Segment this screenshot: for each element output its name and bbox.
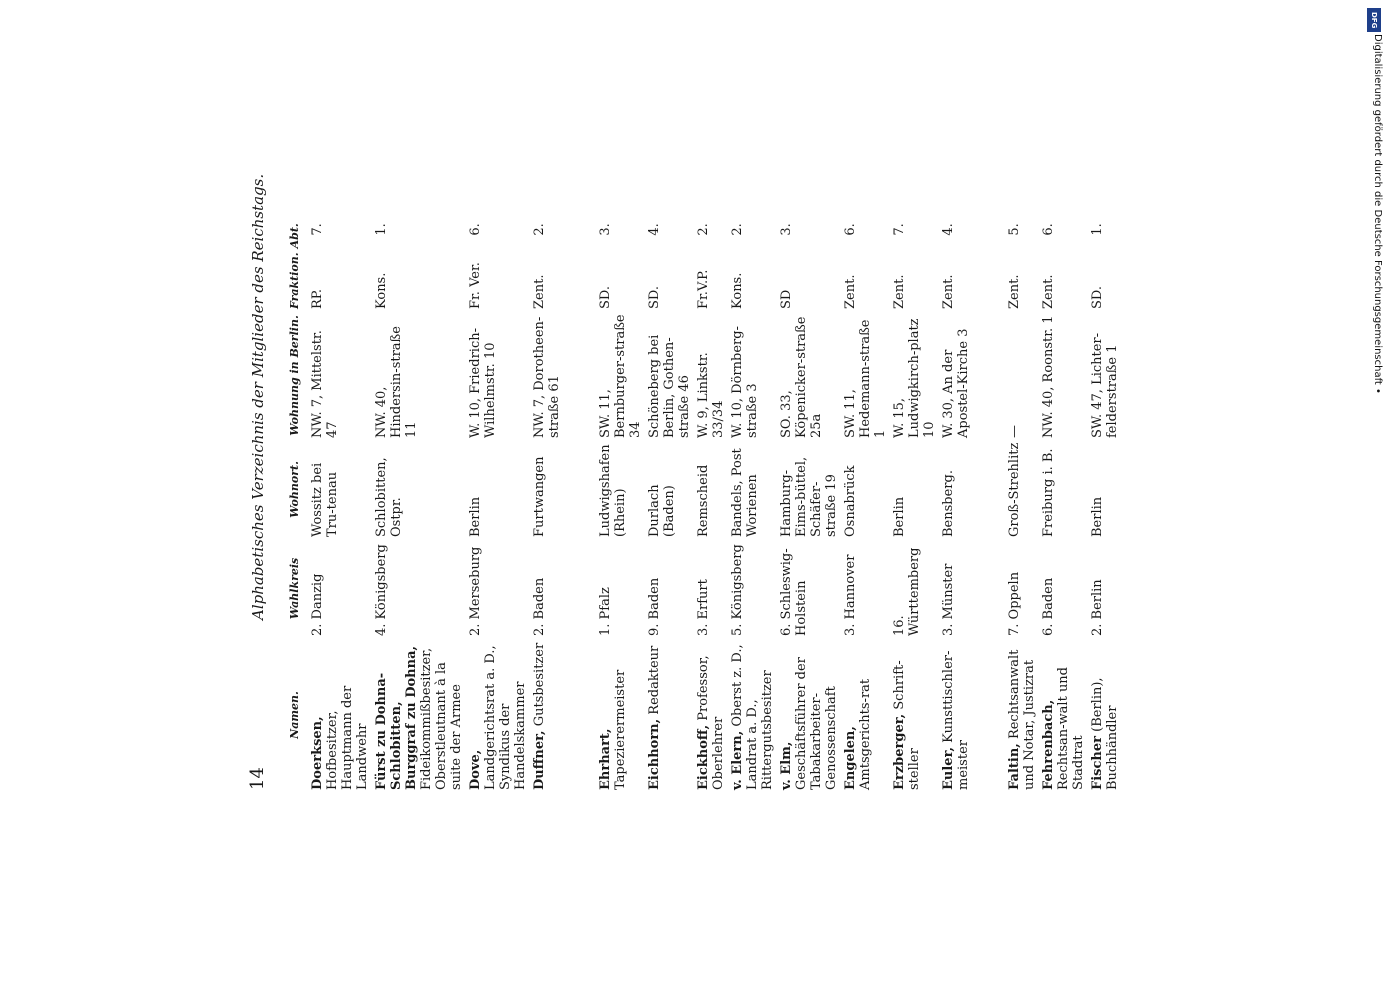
cell-dept: 3.	[598, 223, 613, 236]
cell-faction: Zent.	[892, 274, 907, 309]
member-name: Ehrhart,	[598, 728, 613, 790]
cell-faction: Zent.	[1007, 274, 1022, 309]
row-gap	[975, 219, 1007, 790]
cell-district: 16. Württemberg	[892, 547, 922, 636]
cell-name	[779, 636, 843, 790]
member-name: Euler,	[941, 747, 956, 790]
cell-dept: 6.	[1041, 223, 1056, 236]
cell-address: —	[1007, 425, 1022, 438]
col-header-dept: Abt.	[288, 223, 301, 249]
member-occupation: Geschäftsführer der Tabakarbeiter-Genossenschaft	[794, 657, 839, 790]
cell-dept: 4.	[647, 223, 662, 236]
cell-home: Berlin	[1090, 496, 1105, 537]
cell-name	[892, 636, 941, 790]
cell-home: Berlin	[468, 496, 483, 537]
cell-faction: SD.	[1090, 286, 1105, 309]
cell-address: NW. 7, Mittelstr. 47	[310, 330, 340, 438]
member-occupation: Rechtsanwalt und Notar, Justizrat	[1007, 649, 1037, 790]
page-number: 14	[247, 767, 268, 790]
cell-name	[941, 636, 975, 790]
cell-home: Groß-Strehlitz	[1007, 442, 1022, 537]
member-occupation: Oberst z. D., Landrat a. D., Rittergutsbesitzer	[730, 644, 775, 790]
member-occupation: (Berlin), Buchhändler	[1090, 677, 1120, 790]
cell-address: W. 15, Ludwigkirch-platz 10	[892, 318, 937, 438]
cell-dept: 6.	[468, 223, 483, 236]
table-row	[730, 219, 779, 790]
cell-home: Durlach (Baden)	[647, 484, 677, 537]
cell-faction: SD.	[598, 286, 613, 309]
cell-home: Wossitz bei Tru-tenau	[310, 462, 340, 537]
col-header-district: Wahlkreis	[288, 557, 301, 620]
cell-dept: 4.	[941, 223, 956, 236]
cell-address: W. 30, An der Apostel-Kirche 3	[941, 328, 971, 438]
table-row	[310, 219, 374, 790]
cell-dept: 2.	[730, 223, 745, 236]
table-row	[696, 219, 730, 790]
cell-address: NW. 7, Dorotheen-straße 61	[532, 316, 562, 438]
cell-faction: Zent.	[1041, 274, 1056, 309]
member-name: Fehrenbach,	[1041, 699, 1056, 790]
member-occupation: Tapezierermeister	[613, 669, 628, 790]
cell-district: 3. Erfurt	[696, 579, 711, 636]
page-header	[247, 110, 277, 790]
cell-home: Freiburg i. B.	[1041, 448, 1056, 537]
member-name: Faltin,	[1007, 743, 1022, 790]
cell-dept: 2.	[696, 223, 711, 236]
cell-district: 6. Baden	[1041, 577, 1056, 636]
cell-address: W. 9, Linkstr. 33/34	[696, 352, 726, 438]
cell-name	[647, 636, 696, 790]
cell-name	[468, 636, 532, 790]
cell-dept: 1.	[374, 223, 389, 236]
cell-district: 3. Hannover	[843, 554, 858, 636]
cell-name	[843, 636, 892, 790]
cell-address: SO. 33, Köpenicker-straße 25a	[779, 316, 824, 438]
cell-home: Bensberg.	[941, 470, 956, 537]
cell-faction: Kons.	[730, 272, 745, 309]
cell-name	[598, 636, 647, 790]
table-row	[374, 219, 468, 790]
col-header-home: Wohnort.	[288, 461, 301, 518]
col-header-faction: Fraktion.	[288, 252, 301, 309]
dfg-logo: DFG	[1367, 8, 1381, 32]
member-occupation: Hofbesitzer, Hauptmann der Landwehr	[325, 685, 370, 790]
table-row	[1007, 219, 1041, 790]
row-gap	[566, 219, 598, 790]
cell-dept: 7.	[310, 223, 325, 236]
member-name: Fischer	[1090, 736, 1105, 790]
cell-district: 9. Baden	[647, 577, 662, 636]
cell-address: NW. 40, Hindersin-straße 11	[374, 326, 419, 438]
rotated-page	[247, 110, 1247, 790]
cell-district: 2. Merseburg	[468, 546, 483, 636]
table-row	[468, 219, 532, 790]
member-name: Eichhorn,	[647, 718, 662, 790]
cell-home: Schlobitten, Ostpr.	[374, 457, 404, 537]
table-row	[1041, 219, 1090, 790]
gap-cell	[975, 219, 1007, 790]
cell-address: W. 10, Dörnberg-straße 3	[730, 326, 760, 438]
member-name: Fürst zu Dohna-Schlobitten, Burggraf zu Dohna,	[374, 645, 419, 790]
cell-home: Osnabrück	[843, 465, 858, 537]
table-row	[843, 219, 892, 790]
gap-cell	[566, 219, 598, 790]
cell-dept: 3.	[779, 223, 794, 236]
member-occupation: Amtsgerichts-rat	[858, 678, 873, 790]
cell-name	[374, 636, 468, 790]
cell-dept: 1.	[1090, 223, 1105, 236]
cell-district: 2. Danzig	[310, 573, 325, 636]
cell-home: Ludwigshafen (Rhein)	[598, 444, 628, 537]
cell-name	[730, 636, 779, 790]
member-name: Dove,	[468, 749, 483, 790]
member-name: v. Elm,	[779, 741, 794, 790]
member-occupation: Redakteur	[647, 645, 662, 715]
cell-faction: Zent.	[843, 274, 858, 309]
cell-address: NW. 40, Roonstr. 1	[1041, 315, 1056, 438]
cell-dept: 5.	[1007, 223, 1022, 236]
table-row	[779, 219, 843, 790]
cell-faction: Fr. Ver.	[468, 262, 483, 309]
table-row	[532, 219, 566, 790]
cell-name	[696, 636, 730, 790]
cell-faction: RP.	[310, 288, 325, 309]
members-table	[287, 219, 1124, 790]
sidebar-credit: Digitalisierung gefördert durch die Deutsche Forschungsgemeinschaft •	[1372, 34, 1383, 394]
table-body	[310, 219, 1124, 790]
member-name: Engelen,	[843, 726, 858, 790]
cell-name	[532, 636, 566, 790]
member-occupation: Landgerichtsrat a. D., Syndikus der Handelskammer	[483, 645, 528, 790]
table-row	[892, 219, 941, 790]
member-name: v. Elern,	[730, 730, 745, 790]
cell-address: SW. 47, Lichter-felderstraße 1	[1090, 332, 1120, 438]
cell-district: 2. Baden	[532, 577, 547, 636]
member-name: Duffner,	[532, 730, 547, 790]
cell-address: W. 10, Friedrich-Wilhelmstr. 10	[468, 328, 498, 438]
cell-faction: SD	[779, 289, 794, 309]
member-occupation: Professor, Oberlehrer	[696, 655, 726, 790]
member-occupation: Rechtsan-walt und Stadtrat	[1056, 666, 1086, 790]
cell-district: 7. Oppeln	[1007, 571, 1022, 636]
cell-district: 6. Schleswig-Holstein	[779, 548, 809, 636]
cell-district: 5. Königsberg	[730, 544, 745, 636]
cell-address: SW. 11, Hedemann-straße 1	[843, 319, 888, 438]
table-header-row	[287, 219, 310, 790]
cell-name	[310, 636, 374, 790]
col-header-address: Wohnung in Berlin.	[288, 315, 301, 436]
member-occupation: Gutsbesitzer	[532, 642, 547, 727]
cell-faction: Kons.	[374, 272, 389, 309]
table-row	[647, 219, 696, 790]
cell-dept: 7.	[892, 223, 907, 236]
cell-home: Hamburg-Eims-büttel, Schäfer-straße 19	[779, 456, 839, 537]
cell-district: 3. Münster	[941, 563, 956, 636]
cell-address: SW. 11, Bernburger-straße 34	[598, 314, 643, 438]
member-occupation: Fideikommißbesitzer, Oberstleutnant à la suite der Armee	[419, 647, 464, 790]
cell-faction: Zent.	[941, 274, 956, 309]
cell-district: 2. Berlin	[1090, 579, 1105, 636]
cell-home: Remscheid	[696, 464, 711, 537]
cell-address: Schöneberg bei Berlin, Gothen-straße 46	[647, 334, 692, 438]
col-header-name: Namen.	[288, 691, 301, 739]
cell-home: Furtwangen	[532, 456, 547, 537]
cell-district: 1. Pfalz	[598, 587, 613, 636]
member-occupation: Schrift-steller	[892, 660, 922, 790]
cell-dept: 6.	[843, 223, 858, 236]
cell-home: Bandels, Post Worienen	[730, 448, 760, 537]
table-row	[1090, 219, 1124, 790]
cell-dept: 2.	[532, 223, 547, 236]
cell-home: Berlin	[892, 496, 907, 537]
cell-faction: SD.	[647, 286, 662, 309]
member-name: Eickhoff,	[696, 724, 711, 790]
cell-faction: Fr.V.P.	[696, 269, 711, 309]
member-name: Doerksen,	[310, 716, 325, 790]
cell-district: 4. Königsberg	[374, 544, 389, 636]
table-row	[598, 219, 647, 790]
table-row	[941, 219, 975, 790]
cell-name	[1007, 636, 1041, 790]
cell-name	[1041, 636, 1090, 790]
cell-name	[1090, 636, 1124, 790]
running-title: Alphabetisches Verzeichnis der Mitglieder des Reichstags.	[249, 173, 267, 620]
cell-faction: Zent.	[532, 274, 547, 309]
member-name: Erzberger,	[892, 713, 907, 790]
member-occupation: Kunsttischler-meister	[941, 650, 971, 790]
